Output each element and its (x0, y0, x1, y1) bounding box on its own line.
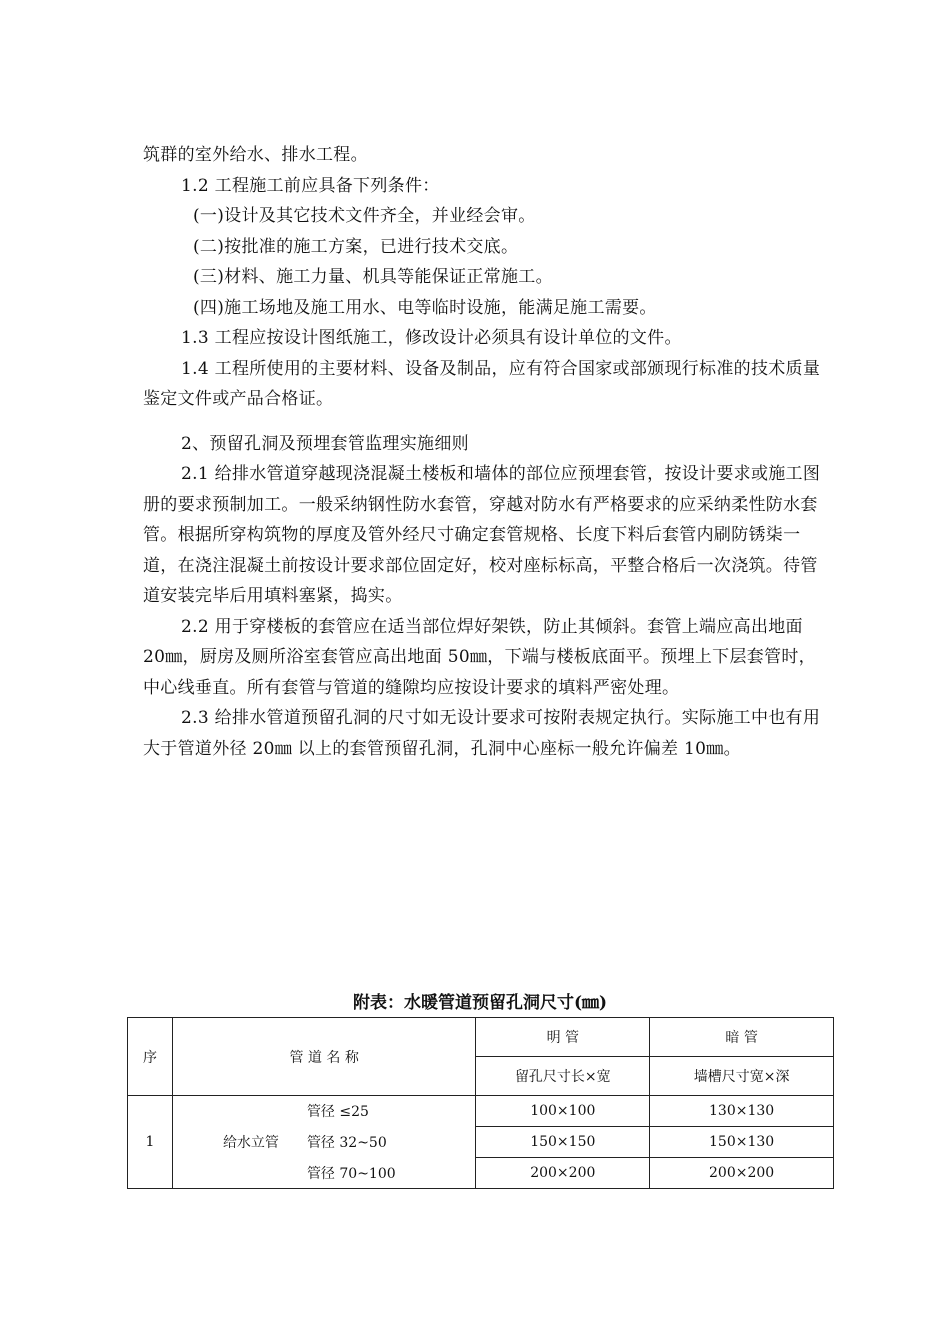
paragraph: 筑群的室外给水、排水工程。 (143, 145, 368, 165)
paragraph: 1.4 工程所使用的主要材料、设备及制品，应有符合国家或部颁现行标准的技术质量鉴定文件或产品合格证。 (143, 358, 821, 409)
pipe-name: 给水立管 (222, 1135, 279, 1151)
paragraph: 2.2 用于穿楼板的套管应在适当部位焊好架铁，防止其倾斜。套管上端应高出地面 20㎜，厨房及厕所浴室套管应高出地面 50㎜，下端与楼板底面平。预埋上下层套管时，中心线垂直。所有套管与管道的缝隙均应按设计要求的填料严密处理。 (143, 616, 816, 698)
exposed-size: 150×150 (476, 1127, 650, 1158)
header-concealed-sub: 墙槽尺寸宽×深 (650, 1057, 834, 1096)
table-header-row (128, 1018, 834, 1057)
paragraph: 2.3 给排水管道预留孔洞的尺寸如无设计要求可按附表规定执行。实际施工中也有用大于管道外径 20㎜ 以上的套管预留孔洞，孔洞中心座标一般允许偏差 10㎜。 (143, 708, 821, 759)
concealed-size: 200×200 (650, 1158, 834, 1189)
section-heading: 2、预留孔洞及预埋套管监理实施细则 (181, 433, 469, 454)
paragraph: (四)施工场地及施工用水、电等临时设施，能满足施工需要。 (193, 297, 657, 318)
table-title: 附表：水暖管道预留孔洞尺寸(㎜) (352, 993, 608, 1013)
pipe-spec: 管径 70~100 (306, 1166, 396, 1182)
paragraph: (一)设计及其它技术文件齐全，并业经会审。 (193, 206, 536, 226)
paragraph: (二)按批准的施工方案，已进行技术交底。 (193, 236, 519, 257)
exposed-size: 100×100 (476, 1096, 650, 1127)
paragraph: 1.2 工程施工前应具备下列条件： (181, 175, 440, 196)
body-text (143, 140, 823, 764)
concealed-size: 130×130 (650, 1096, 834, 1127)
exposed-size: 200×200 (476, 1158, 650, 1189)
pipe-cell (172, 1096, 475, 1189)
pipe-spec: 管径 ≤25 (306, 1104, 369, 1120)
row-seq: 1 (128, 1096, 173, 1189)
concealed-size: 150×130 (650, 1127, 834, 1158)
table-row (128, 1096, 834, 1127)
paragraph: 2.1 给排水管道穿越现浇混凝土楼板和墙体的部位应预埋套管，按设计要求或施工图册的要求预制加工。一般采纳钢性防水套管，穿越对防水有严格要求的应采纳柔性防水套管。根据所穿构筑物的厚度及管外经尺寸确定套管规格、长度下料后套管内刷防锈柒一道，在浇注混凝土前按设计要求部位固定好，校对座标标高，平整合格后一次浇筑。待管道安装完毕后用填料塞紧，捣实。 (143, 464, 821, 606)
hole-size-table (127, 1017, 834, 1189)
header-exposed-sub: 留孔尺寸长×宽 (476, 1057, 650, 1096)
paragraph: (三)材料、施工力量、机具等能保证正常施工。 (193, 267, 553, 287)
header-concealed: 暗 管 (650, 1018, 834, 1057)
header-exposed: 明 管 (476, 1018, 650, 1057)
paragraph: 1.3 工程应按设计图纸施工，修改设计必须具有设计单位的文件。 (181, 328, 682, 348)
header-seq: 序 (128, 1018, 173, 1096)
pipe-spec: 管径 32~50 (306, 1135, 387, 1151)
header-pipe-name: 管 道 名 称 (172, 1018, 475, 1096)
